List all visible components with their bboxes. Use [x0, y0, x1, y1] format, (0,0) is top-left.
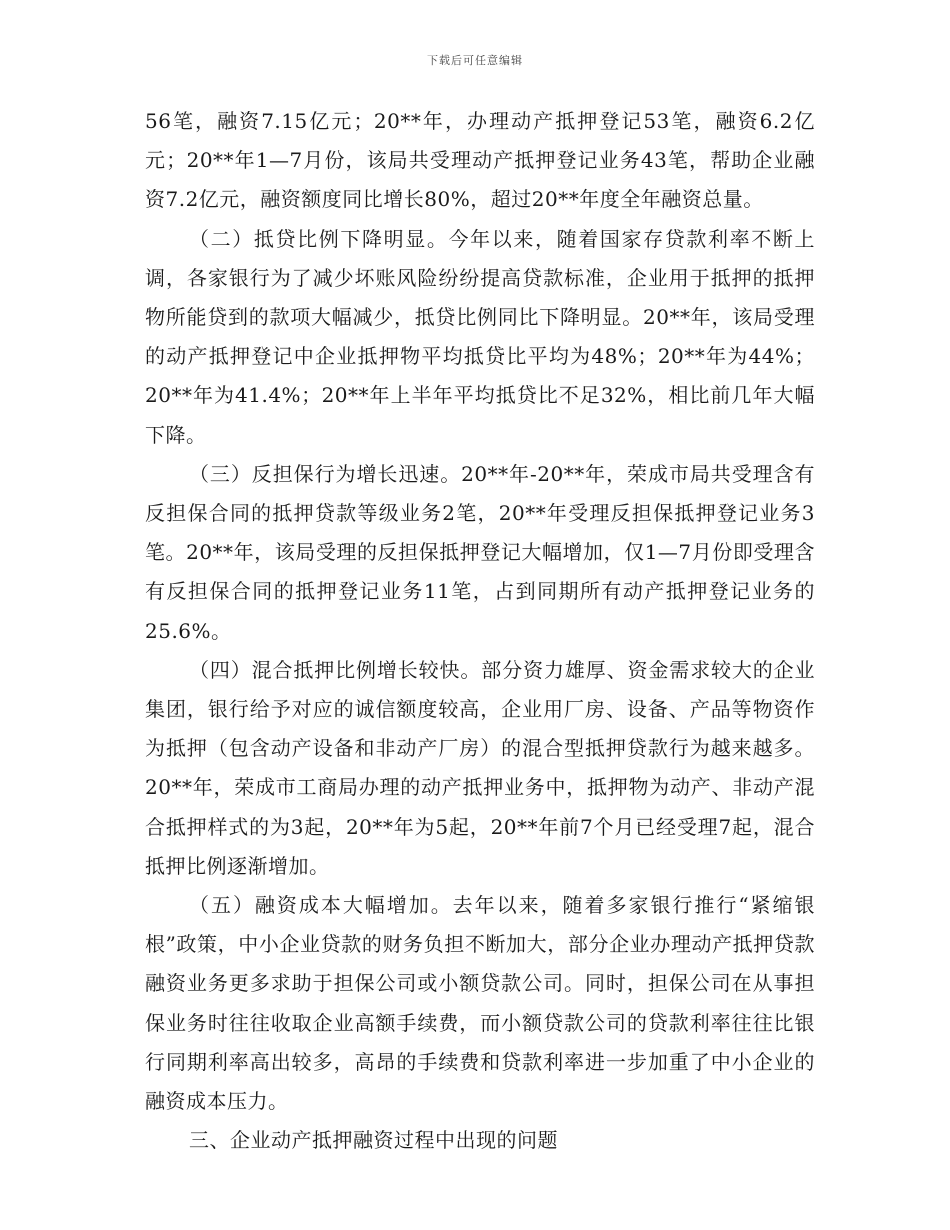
paragraph-section-4: （四）混合抵押比例增长较快。部分资力雄厚、资金需求较大的企业集团，银行给予对应的诚信额度较高，企业用厂房、设备、产品等物资作为抵押（包含动产设备和非动产厂房）的混合型抵押贷款行为越来越多。20**年，荣成市工商局办理的动产抵押业务中，抵押物为动产、非动产混合抵押样式的为3起，20**年为5起，20**年前7个月已经受理7起，混合抵押比例逐渐增加。 — [145, 657, 815, 878]
paragraph-section-2: （二）抵贷比例下降明显。今年以来，随着国家存贷款利率不断上调，各家银行为了减少坏账风险纷纷提高贷款标准，企业用于抵押的抵押物所能贷到的款项大幅减少，抵贷比例同比下降明显。20**年，该局受理的动产抵押登记中企业抵押物平均抵贷比平均为48%；20**年为44%；20**年为41.4%；20**年上半年平均抵贷比不足32%，相比前几年大幅下降。 — [145, 226, 815, 447]
section-heading: 三、企业动产抵押融资过程中出现的问题 — [189, 1128, 558, 1153]
page-header: 下载后可任意编辑 — [427, 54, 523, 67]
paragraph-continuation: 56笔，融资7.15亿元；20**年，办理动产抵押登记53笔，融资6.2亿元；20**年1—7月份，该局共受理动产抵押登记业务43笔，帮助企业融资7.2亿元，融资额度同比增长80%，超过20**年度全年融资总量。 — [145, 109, 815, 212]
paragraph-section-5: （五）融资成本大幅增加。去年以来，随着多家银行推行“紧缩银根”政策，中小企业贷款的财务负担不断加大，部分企业办理动产抵押贷款融资业务更多求助于担保公司或小额贷款公司。同时，担保公司在从事担保业务时往往收取企业高额手续费，而小额贷款公司的贷款利率往往比银行同期利率高出较多，高昂的手续费和贷款利率进一步加重了中小企业的融资成本压力。 — [145, 893, 815, 1114]
document-body — [145, 102, 815, 1160]
paragraph-section-3: （三）反担保行为增长迅速。20**年-20**年，荣成市局共受理含有反担保合同的抵押贷款等级业务2笔，20**年受理反担保抵押登记业务3笔。20**年，该局受理的反担保抵押登记大幅增加，仅1—7月份即受理含有反担保合同的抵押登记业务11笔，占到同期所有动产抵押登记业务的25.6%。 — [145, 461, 815, 643]
